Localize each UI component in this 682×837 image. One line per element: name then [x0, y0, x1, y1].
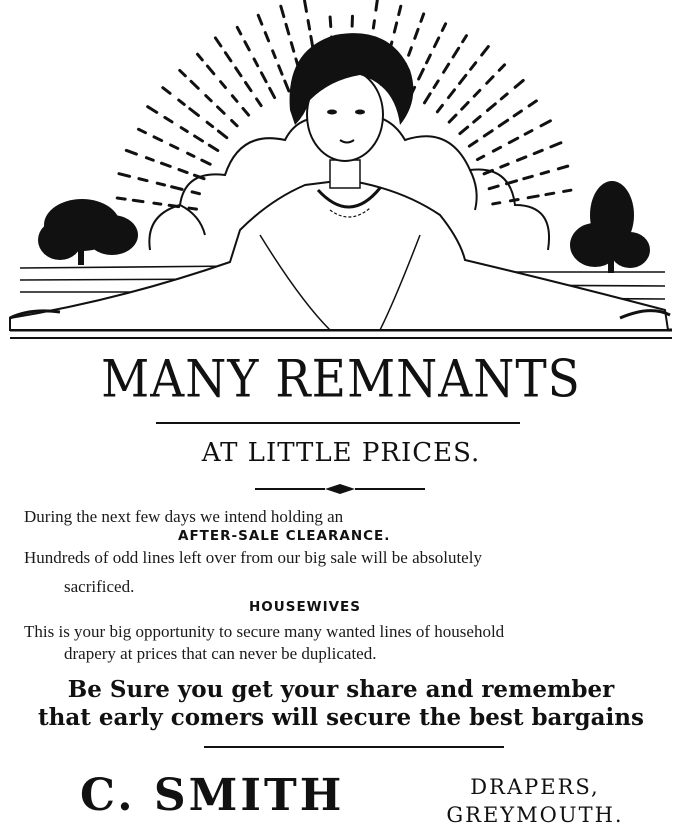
sun-ray-dash	[501, 94, 507, 99]
bold-line-1: Be Sure you get your share and remember	[67, 676, 615, 703]
sun-ray-dash	[469, 141, 477, 146]
sun-ray-dash	[254, 59, 258, 66]
sun-ray-dash	[202, 160, 210, 164]
sun-ray-dash	[419, 69, 424, 79]
sun-ray-dash	[462, 102, 468, 109]
sun-ray-dash	[209, 145, 218, 150]
sun-ray-dash	[501, 164, 508, 167]
sun-ray-dash	[421, 14, 424, 21]
sun-ray-dash	[551, 143, 561, 147]
sun-ray-dash	[308, 21, 310, 30]
sun-ray-dash	[171, 145, 178, 149]
sun-ray-dash	[139, 129, 146, 132]
sun-ray-dash	[541, 172, 548, 174]
sun-ray-dash	[541, 121, 550, 126]
sun-ray-dash	[180, 70, 186, 75]
footer-rule	[204, 746, 504, 748]
sun-ray-dash	[207, 122, 213, 126]
sun-ray-dash	[257, 99, 262, 106]
sun-ray-dash	[524, 176, 533, 178]
sun-ray-dash	[493, 147, 500, 151]
ornamental-rule	[255, 482, 425, 496]
sun-ray-dash	[236, 68, 241, 76]
sun-ray-dash	[218, 107, 225, 113]
sun-ray-dash	[218, 131, 226, 138]
sun-ray-dash	[281, 6, 284, 16]
sun-ray-dash	[460, 75, 466, 83]
sun-ray-dash	[528, 196, 538, 198]
sun-ray-dash	[444, 64, 449, 72]
sun-ray-dash	[474, 90, 480, 96]
headline-rule	[156, 422, 520, 424]
housewives-heading: HOUSEWIVES	[249, 599, 361, 615]
sun-ray-dash	[154, 137, 162, 141]
sun-ray-dash	[148, 107, 157, 113]
sun-ray-dash	[517, 157, 525, 160]
sun-ray-dash	[189, 208, 196, 209]
sun-ray-dash	[139, 179, 147, 181]
sun-ray-dash	[237, 27, 241, 34]
sun-ray-dash	[474, 117, 480, 122]
sun-ray-dash	[489, 186, 498, 189]
sun-ray-dash	[188, 153, 194, 156]
sun-ray-dash	[424, 94, 430, 103]
sun-ray-dash	[232, 120, 237, 125]
sun-ray-dash	[225, 53, 231, 61]
sun-ray-dash	[394, 23, 396, 32]
sun-ray-dash	[191, 81, 198, 88]
sun-ray-dash	[409, 48, 412, 55]
sun-ray-dash	[487, 77, 493, 84]
sun-ray-dash	[172, 187, 182, 190]
trees-left	[38, 199, 138, 265]
sun-ray-dash	[165, 117, 172, 121]
sun-ray-dash	[291, 43, 293, 52]
sun-ray-dash	[434, 38, 438, 47]
intro-text: During the next few days we intend holding an	[24, 507, 344, 526]
sun-ray-dash	[232, 96, 237, 102]
sun-ray-dash	[161, 163, 170, 166]
sun-ray-dash	[564, 190, 571, 191]
sun-ray-dash	[493, 203, 500, 204]
trade-label: DRAPERS,	[470, 775, 600, 799]
sun-ray-dash	[195, 136, 203, 141]
sun-ray-dash	[207, 66, 213, 74]
sun-ray-dash	[437, 105, 442, 111]
sun-ray-dash	[534, 150, 542, 153]
sun-ray-dash	[546, 193, 554, 194]
sun-ray-dash	[311, 36, 313, 46]
sun-ray-dash	[427, 55, 431, 63]
sun-ray-dash	[279, 66, 282, 74]
sun-ray-dash	[192, 192, 199, 194]
sun-ray-dash	[154, 203, 161, 204]
sun-ray-dash	[305, 1, 307, 12]
sun-ray-dash	[499, 120, 507, 126]
sun-ray-dash	[449, 115, 456, 122]
sun-ray-dash	[163, 88, 170, 94]
sun-ray-dash	[179, 100, 185, 104]
sun-ray-dash	[245, 82, 251, 90]
merchant-name: C. SMITH	[80, 770, 345, 821]
sun-ray-dash	[119, 174, 130, 177]
sun-ray-dash	[190, 109, 199, 116]
trees-right	[570, 181, 650, 273]
sun-ray-dash	[515, 80, 523, 87]
hundreds-text-line2: sacrificed.	[64, 577, 135, 596]
sun-ray-dash	[487, 104, 495, 111]
sun-ray-dash	[482, 47, 489, 55]
sun-ray-dash	[463, 36, 467, 42]
subheadline: AT LITTLE PRICES.	[201, 438, 481, 468]
sun-ray-dash	[117, 198, 125, 199]
sun-ray-dash	[471, 63, 476, 70]
sun-ray-dash	[499, 65, 504, 71]
sun-ray-dash	[206, 96, 211, 101]
sun-ray-dash	[453, 48, 459, 57]
sun-ray-dash	[215, 38, 220, 46]
opportunity-text-line2: drapery at prices that can never be duplicated.	[64, 644, 377, 663]
sun-ray-dash	[126, 150, 136, 154]
sun-ray-dash	[133, 200, 143, 201]
sun-ray-dash	[477, 156, 483, 159]
headline: MANY REMNANTS	[101, 349, 581, 410]
sun-ray-dash	[243, 108, 249, 115]
opportunity-text-line1: This is your big opportunity to secure many wanted lines of household	[24, 622, 505, 641]
sun-ray-dash	[514, 111, 521, 116]
hundreds-text-line1: Hundreds of odd lines left over from our big sale will be absolutely	[24, 548, 482, 567]
woman-figure	[10, 33, 670, 330]
sun-ray-dash	[399, 6, 401, 14]
sun-ray-dash	[270, 88, 275, 97]
sun-ray-dash	[179, 170, 187, 173]
sun-ray-dash	[442, 24, 445, 31]
sun-ray-dash	[448, 90, 454, 98]
woman-sunrise-illustration	[0, 0, 682, 350]
sun-ray-dash	[181, 128, 187, 132]
sun-ray-dash	[525, 131, 532, 135]
sun-ray-dash	[558, 166, 567, 169]
sun-ray-dash	[261, 73, 266, 82]
sun-ray-dash	[373, 21, 374, 28]
sun-ray-dash	[273, 51, 276, 58]
sun-ray-dash	[484, 131, 492, 136]
sun-ray-dash	[529, 101, 536, 106]
sun-ray-dash	[198, 54, 203, 60]
sun-ray-dash	[509, 138, 518, 143]
sun-ray-dash	[258, 15, 262, 24]
sun-ray-dash	[460, 127, 468, 134]
sun-ray-dash	[285, 81, 289, 91]
sun-ray-dash	[146, 158, 153, 161]
bold-line-2: that early comers will secure the best bargains	[38, 704, 644, 731]
sun-ray-dash	[221, 82, 226, 88]
sun-ray-dash	[286, 24, 289, 34]
sun-ray-dash	[265, 33, 268, 41]
sun-ray-dash	[157, 183, 164, 185]
town-label: GREYMOUTH.	[446, 803, 624, 827]
clearance-heading: AFTER-SALE CLEARANCE.	[178, 528, 391, 544]
sun-ray-dash	[434, 81, 438, 88]
sun-ray-dash	[245, 42, 249, 50]
sun-ray-dash	[376, 0, 377, 10]
sun-ray-dash	[415, 29, 418, 38]
sun-ray-dash	[330, 17, 331, 27]
